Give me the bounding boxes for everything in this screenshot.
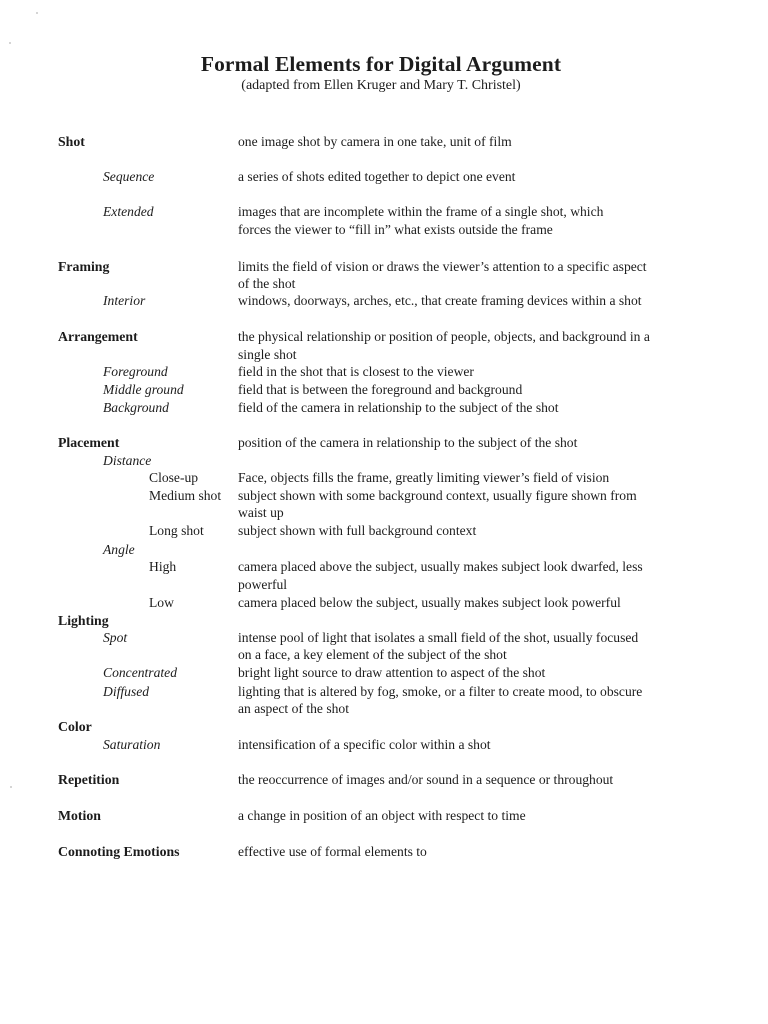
- document-title: Formal Elements for Digital Argument: [200, 52, 562, 76]
- definition-repetition: the reoccurrence of images and/or sound in a sequence or throughout: [238, 772, 614, 787]
- definition-long-shot: subject shown with full background context: [238, 523, 477, 538]
- definition-arrangement: the physical relationship or position of people, objects, and background in a: [238, 329, 650, 344]
- definition-background: field of the camera in relationship to the subject of the shot: [238, 400, 559, 415]
- definition-diffused-cont: an aspect of the shot: [238, 701, 349, 716]
- definition-close-up: Face, objects fills the frame, greatly limiting viewer’s field of vision: [238, 470, 610, 485]
- term-connoting-emotions: Connoting Emotions: [58, 844, 180, 859]
- term-concentrated: Concentrated: [103, 665, 177, 680]
- term-shot: Shot: [58, 134, 85, 149]
- definition-spot-cont: on a face, a key element of the subject of the shot: [238, 647, 507, 662]
- definition-sequence: a series of shots edited together to depict one event: [238, 169, 516, 184]
- term-repetition: Repetition: [58, 772, 120, 787]
- definition-concentrated: bright light source to draw attention to aspect of the shot: [238, 665, 546, 680]
- term-framing: Framing: [58, 259, 110, 274]
- definition-extended-cont: forces the viewer to “fill in” what exists outside the frame: [238, 222, 553, 237]
- definition-medium-shot-cont: waist up: [238, 505, 284, 520]
- term-saturation: Saturation: [103, 737, 161, 752]
- definition-high: camera placed above the subject, usually makes subject look dwarfed, less: [238, 559, 643, 574]
- scan-speck: [10, 786, 12, 788]
- definition-medium-shot: subject shown with some background context, usually figure shown from: [238, 488, 637, 503]
- definition-framing: limits the field of vision or draws the viewer’s attention to a specific aspect: [238, 259, 647, 274]
- definition-framing-cont: of the shot: [238, 276, 296, 291]
- definition-shot: one image shot by camera in one take, unit of film: [238, 134, 512, 149]
- term-background: Background: [103, 400, 169, 415]
- definition-foreground: field in the shot that is closest to the viewer: [238, 364, 474, 379]
- scan-speck: [9, 42, 11, 44]
- definition-low: camera placed below the subject, usually makes subject look powerful: [238, 595, 621, 610]
- definition-extended: images that are incomplete within the frame of a single shot, which: [238, 204, 604, 219]
- term-distance: Distance: [103, 453, 152, 468]
- term-color: Color: [58, 719, 92, 734]
- definition-placement: position of the camera in relationship to the subject of the shot: [238, 435, 578, 450]
- term-close-up: Close-up: [149, 470, 199, 485]
- term-arrangement: Arrangement: [58, 329, 138, 344]
- definition-connoting-emotions: effective use of formal elements to: [238, 844, 427, 859]
- term-middle-ground: Middle ground: [103, 382, 184, 397]
- definition-interior: windows, doorways, arches, etc., that create framing devices within a shot: [238, 293, 642, 308]
- term-angle: Angle: [103, 542, 135, 557]
- definition-motion: a change in position of an object with respect to time: [238, 808, 526, 823]
- definition-diffused: lighting that is altered by fog, smoke, or a filter to create mood, to obscure: [238, 684, 643, 699]
- definition-spot: intense pool of light that isolates a small field of the shot, usually focused: [238, 630, 639, 645]
- term-interior: Interior: [103, 293, 146, 308]
- document-subtitle: (adapted from Ellen Kruger and Mary T. Christel): [241, 78, 521, 93]
- definition-arrangement-cont: single shot: [238, 347, 297, 362]
- scan-speck: [36, 12, 38, 14]
- term-medium-shot: Medium shot: [149, 488, 222, 503]
- term-motion: Motion: [58, 808, 101, 823]
- term-spot: Spot: [103, 630, 128, 645]
- term-long-shot: Long shot: [149, 523, 204, 538]
- term-placement: Placement: [58, 435, 120, 450]
- definition-middle-ground: field that is between the foreground and background: [238, 382, 523, 397]
- definition-high-cont: powerful: [238, 577, 288, 592]
- term-foreground: Foreground: [103, 364, 168, 379]
- term-lighting: Lighting: [58, 613, 109, 628]
- definition-saturation: intensification of a specific color within a shot: [238, 737, 491, 752]
- term-sequence: Sequence: [103, 169, 155, 184]
- term-high: High: [149, 559, 177, 574]
- term-low: Low: [149, 595, 174, 610]
- term-diffused: Diffused: [103, 684, 150, 699]
- term-extended: Extended: [103, 204, 154, 219]
